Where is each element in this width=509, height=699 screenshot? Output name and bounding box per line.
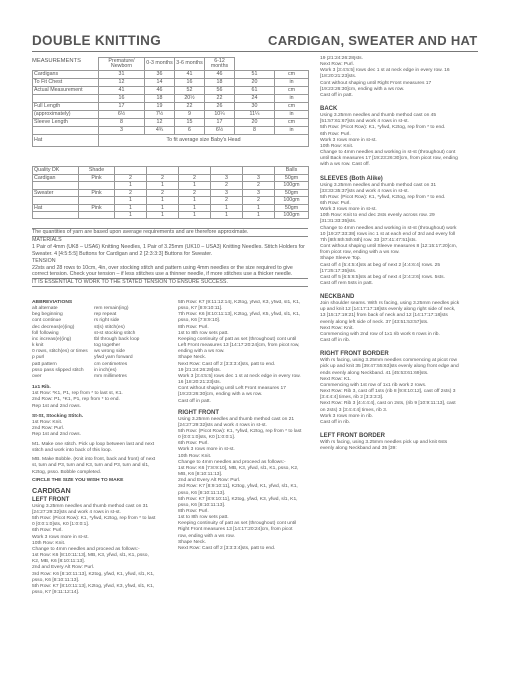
- table-cell: [211, 167, 243, 175]
- instruction-line: Using 3.25mm needles and thumb method cast on 31 [33:33:35:37]sts and work 4 rows in st-st.: [320, 182, 437, 194]
- instruction-line: 6th Row: Purl.: [320, 131, 351, 137]
- instruction-line: Cast off in patt.: [178, 398, 211, 404]
- measurements-table: [32, 57, 309, 147]
- table-row: [33, 204, 309, 211]
- table-cell: Balls: [275, 167, 309, 175]
- section-heading: RIGHT FRONT BORDER: [320, 351, 389, 358]
- table-cell: [79, 212, 115, 219]
- abbrev-item: foll following: [32, 330, 59, 336]
- table-cell: 31: [99, 71, 145, 79]
- instruction-line: 10th Row: Knit.: [178, 453, 212, 459]
- table-cell: 100gm: [275, 182, 309, 189]
- instruction-line: 10th Row: Knit to end dec 2sts evenly across row. 29 [31:31:33:35]sts.: [320, 213, 435, 225]
- stst-line: St-St, Stocking Stitch.: [32, 413, 84, 419]
- table-row: [33, 119, 309, 127]
- instruction-line: Change to 4mm needles and proceed as follows:-: [32, 546, 140, 552]
- table-cell: 1: [115, 204, 147, 211]
- abbrev-item: patt pattern: [32, 361, 57, 367]
- instruction-line: Work 3 rows more in rib.: [320, 413, 373, 419]
- table-cell: 1: [115, 212, 147, 219]
- instruction-line: Next Row: Purl.: [320, 62, 354, 68]
- instruction-line: Change to 4mm needles and proceed as follows:-: [178, 459, 286, 465]
- m1-text: M1. Make one stitch. Pick up loop between last and next stitch and work into back of this loop.: [32, 442, 155, 454]
- mb-text: MB. Make Bobble. (Knit into front, back and front) of next st, turn and P3, turn and K3, turn and P3, turn and sl1, K2tog, psso. Bobble completed.: [32, 457, 156, 475]
- instruction-line: Work 3 rows more in st-st.: [320, 137, 377, 143]
- instruction-line: Commencing with 1st row of 1x1 rib work 2 rows.: [320, 382, 427, 388]
- instruction-line: Cast off in rib.: [320, 419, 351, 425]
- instruction-line: 19 [21:24:26:28]sts.: [178, 367, 221, 373]
- table-cell: 2: [243, 197, 275, 204]
- tension-text: 22sts and 28 rows to 10cm, 4in, over stocking stitch and pattern using 4mm needles or the size required to give correct tension. Check your tension – if less stitches use a thinner needle, if more stitches use a thicker needle.: [32, 264, 293, 278]
- table-cell: 41: [99, 87, 145, 95]
- table-cell: 1: [243, 204, 275, 211]
- table-cell: 1: [179, 212, 211, 219]
- abbrev-item: p purl: [32, 355, 45, 361]
- table-cell: 2: [147, 189, 179, 196]
- table-cell: 50gm: [275, 189, 309, 196]
- table-row: [33, 71, 309, 79]
- table-row: [33, 103, 309, 111]
- table-row: [33, 167, 309, 175]
- instruction-line: 1st Row: K6 [7:8:9:10], MB, K3, yfwd, sl1, K1, psso, K2, MB, K6 [8:10:11:13].: [178, 465, 299, 478]
- abbrev-item: alt alternate: [32, 306, 58, 312]
- table-cell: [179, 167, 211, 175]
- table-cell: 1: [179, 197, 211, 204]
- instruction-line: 8th Row: Purl.: [178, 324, 209, 330]
- table-cell: 6: [175, 127, 205, 135]
- materials-block: [32, 228, 308, 287]
- table-cell: 10¼: [205, 111, 235, 119]
- table-cell: 16: [99, 95, 145, 103]
- table-row: [33, 111, 309, 119]
- table-cell: Premature/ Newborn: [99, 58, 145, 71]
- section-heading: NECKBAND: [320, 294, 355, 301]
- table-cell: 24: [235, 95, 275, 103]
- cardigan-heading: CARDIGAN: [32, 486, 71, 496]
- left-front-heading: LEFT FRONT: [32, 496, 70, 503]
- table-cell: 50gm: [275, 175, 309, 182]
- instruction-line: 6th Row: Purl.: [178, 441, 209, 447]
- abbrev-item: ws wrong side: [94, 349, 125, 355]
- measurements-heading: MEASUREMENTS: [32, 58, 81, 64]
- table-cell: To Fit Chest: [33, 79, 99, 87]
- table-cell: Pink: [79, 189, 115, 196]
- column-fronts: [178, 300, 302, 695]
- circle-note: CIRCLE THE SIZE YOU WISH TO MAKE: [32, 478, 124, 484]
- table-cell: 3: [243, 175, 275, 182]
- table-cell: 6-12 months: [205, 58, 235, 71]
- table-cell: in: [275, 95, 309, 103]
- table-cell: cm: [275, 87, 309, 95]
- table-cell: 46: [145, 87, 175, 95]
- table-cell: 6½: [205, 127, 235, 135]
- instruction-line: 1st Row: K6 [8:10:11:13], MB, K3, yfwd, sl1, K1, psso, K2, MB, K6 [8:10:11:13].: [32, 553, 149, 565]
- tension-heading: TENSION: [32, 257, 56, 264]
- table-row: [33, 189, 309, 196]
- abbrev-item: st(s) stitch(es): [94, 324, 125, 330]
- abbrev-item: cont continue: [32, 318, 62, 324]
- table-cell: 9: [175, 111, 205, 119]
- table-cell: 17: [99, 103, 145, 111]
- instruction-line: Cast off 5 [6:5:6:5]sts at beg of next 4 [2:4:2:6] rows. 5sts.: [320, 274, 445, 280]
- title-garments: CARDIGAN, SWEATER AND HAT: [268, 33, 478, 48]
- table-cell: 8: [235, 127, 275, 135]
- instruction-line: Next Row: Cast off 2 [3:3:3:4]sts, patt to end.: [178, 545, 276, 551]
- instruction-line: 16 [18:20:21:23]sts.: [178, 380, 221, 386]
- instruction-line: 6th Row: Purl.: [32, 528, 63, 534]
- table-cell: [79, 197, 115, 204]
- table-cell: in: [275, 79, 309, 87]
- table-cell: 46: [205, 71, 235, 79]
- abbrev-item: rs right side: [94, 318, 120, 324]
- table-cell: [33, 212, 79, 219]
- table-row: [33, 212, 309, 219]
- table-cell: in: [275, 127, 309, 135]
- abbrev-item: over: [32, 373, 42, 379]
- table-cell: 56: [205, 87, 235, 95]
- instruction-line: 5th Row: K7 [9:11:12:14], K2tog, yfwd, K3, yfwd, sl1, K1, psso, K7 [8:9:10:11].: [178, 300, 301, 312]
- table-cell: cm: [275, 119, 309, 127]
- abbrev-item: dec decreas(e)(ing): [32, 324, 75, 330]
- instruction-line: 5th Row: (Picot Row): K1, *yfwd, K2tog, rep from * to last 0 [0:0:1:0]sts, K0 [1:0:0:1].: [178, 428, 302, 441]
- table-row: [33, 182, 309, 189]
- instruction-line: Change to 4mm needles and working in st-st (throughout) cont until Back measures 17 [19:23:26:30]cm, from picot row, ending with a ws row. Cast off.: [320, 150, 458, 168]
- essential-note: IT IS ESSENTIAL TO WORK TO THE STATED TENSION TO ENSURE SUCCESS.: [32, 278, 308, 287]
- table-cell: 2: [179, 175, 211, 182]
- table-row: [33, 175, 309, 182]
- instruction-line: Cont without shaping until Sleeve measures 8 [12:15:17:20]cm, from picot row, ending with a ws row.: [320, 244, 458, 256]
- table-cell: 2: [115, 175, 147, 182]
- instruction-line: 10th Row: Knit.: [320, 143, 354, 149]
- abbrev-item: inc increas(e)(ing): [32, 336, 72, 342]
- table-cell: [33, 58, 99, 71]
- instruction-line: Next Row: Rib 3 [4:4:4:4], cast on 2sts, (rib 9 [10:9:11:13], cast on 2sts) 3 [3:4:4:4] times, rib 3.: [320, 401, 456, 413]
- table-cell: Actual Measurement: [33, 87, 99, 95]
- table-cell: 18: [145, 95, 175, 103]
- table-cell: 1: [211, 212, 243, 219]
- table-cell: [79, 182, 115, 189]
- table-cell: 11¼: [235, 111, 275, 119]
- instruction-line: 5th Row: (Picot Row): K1, *yfwd, K2tog, rep from * to last 0 [0:0:1:0]sts, K0 [1:0:0:1].: [32, 516, 156, 528]
- table-cell: 4¾: [145, 127, 175, 135]
- table-cell: [147, 167, 179, 175]
- rib-line: 1x1 Rib.: [32, 385, 51, 391]
- table-row: [33, 127, 309, 135]
- table-cell: Hat: [33, 135, 99, 147]
- table-cell: 17: [205, 119, 235, 127]
- table-cell: [33, 95, 99, 103]
- table-cell: Sweater: [33, 189, 79, 196]
- table-cell: cm: [275, 71, 309, 79]
- instruction-line: Change to 4mm needles and working in st-st (throughout) work 10 [19:27:33:38] rows inc 1 st at each end of 3rd and every foll 7th [8th:6th:5th:6th] row. 33 [37:41:47:51]sts.: [320, 225, 457, 243]
- table-cell: 12: [145, 119, 175, 127]
- instruction-line: 1st to 8th row sets patt.: [178, 515, 229, 521]
- table-cell: 1: [147, 212, 179, 219]
- table-cell: Hat: [33, 204, 79, 211]
- table-cell: 1: [243, 212, 275, 219]
- section-heading: SLEEVES (Both Alike): [320, 175, 383, 182]
- table-cell: Cardigan: [33, 175, 79, 182]
- table-cell: 1: [115, 197, 147, 204]
- table-row: [33, 95, 309, 103]
- table-cell: 1: [179, 204, 211, 211]
- table-cell: 36: [145, 71, 175, 79]
- instruction-line: Work 3 [3:4:5:5] rows dec 1 st at neck edge in every row. 16 [18:20:21:23]sts.: [320, 68, 450, 80]
- table-cell: 3-6 months: [175, 58, 205, 71]
- section-heading: LEFT FRONT BORDER: [320, 432, 385, 439]
- stst-line: 2nd Row: Purl.: [32, 425, 65, 431]
- instruction-line: Keeping continuity of patt as set (throughout) cont until Left Front measures 13 [14:17:20:24]cm, from picot row, ending with a ws row.: [178, 336, 300, 355]
- stst-line: Rep 1st and 2nd rows.: [32, 432, 81, 438]
- instruction-line: Join shoulder seams. With rs facing, using 3.25mm needles pick up and knit 12 [14:17:17:18]sts evenly along right side of neck, 13 [15:17:19:21] from back of neck and 12 [14:17:17:18]sts evenly along left side of neck. 37 [43:51:53:57]sts.: [320, 301, 460, 325]
- abbrev-item: 0 rows, stitch(es) or times: [32, 349, 88, 355]
- rib-line: Rep 1st and 2nd rows.: [32, 403, 81, 409]
- table-cell: 1: [211, 204, 243, 211]
- table-row: [33, 87, 309, 95]
- table-cell: 51: [235, 71, 275, 79]
- rib-line: 2nd Row: P1, *K1, P1, rep from * to end.: [32, 397, 120, 403]
- instruction-line: Shape Neck.: [178, 355, 207, 361]
- table-row: [33, 58, 309, 71]
- instruction-line: Cont without shaping until Left Front measures 17 [19:23:26:30]cm, ending with a ws row.: [178, 386, 286, 398]
- right-front-heading: RIGHT FRONT: [178, 409, 219, 416]
- table-cell: 26: [205, 103, 235, 111]
- table-cell: 22: [175, 103, 205, 111]
- instruction-line: Cast off 4 [5:4:5:4]sts at beg of next 2 [4:4:6:4] rows. 25 [17:25:17:35]sts.: [320, 262, 441, 274]
- table-cell: Quality DK: [33, 167, 79, 175]
- instruction-line: Shape Sleeve Top.: [320, 256, 361, 262]
- table-cell: 100gm: [275, 212, 309, 219]
- table-cell: 2: [147, 175, 179, 182]
- table-cell: 61: [235, 87, 275, 95]
- instruction-line: 5th Row: K7 [8:10:11:13], K2tog, yfwd, K3, yfwd, sl1, K1, psso, K7 [9:11:12:14].: [32, 583, 155, 595]
- abbrev-item: tog together: [94, 343, 121, 349]
- table-cell: 3: [243, 189, 275, 196]
- table-row: [33, 135, 309, 147]
- materials-text: 1 Pair of 4mm (UK8 – USA6) Knitting Needles, 1 Pair of 3.25mm (UK10 – USA3) Knitting Needles. Stitch Holders for Sweater. 4 [4:5:5:5] Buttons for Cardigan and 2 [2:3:3:3] Buttons for Sweater.: [32, 243, 305, 257]
- table-cell: 12: [99, 79, 145, 87]
- instruction-line: Using 3.25mm needles and thumb method cast on 31 [24:27:29:32]sts and work 4 rows in st-st.: [32, 503, 149, 515]
- table-cell: 100gm: [275, 197, 309, 204]
- instruction-line: Cont without shaping until Right Front measures 17 [19:23:26:30]cm, ending with a ws row.: [320, 80, 432, 92]
- instruction-line: Cast off in patt.: [320, 92, 353, 98]
- table-cell: Sleeve Length: [33, 119, 99, 127]
- instruction-line: Using 3.25mm needles and thumb method cast on 21 [24:27:29:32]sts and work 4 rows in st-st.: [178, 416, 295, 428]
- table-cell: [235, 58, 275, 71]
- table-cell: 15: [175, 119, 205, 127]
- table-cell: 22: [205, 95, 235, 103]
- instruction-line: Next Row: Cast off 2 [3:3:3:4]sts, patt to end.: [178, 361, 276, 367]
- table-cell: 3: [211, 189, 243, 196]
- abbrev-item: psso pass slipped stitch: [32, 367, 84, 373]
- table-cell: [33, 197, 79, 204]
- abbrev-heading: ABBREVIATIONS: [32, 300, 73, 305]
- abbrev-item: st-st stocking stitch: [94, 330, 136, 336]
- instruction-line: With rs facing, using 3.25mm needles commencing at picot row pick up and knit 35 [39:47:55:63]sts evenly along front edge and ends evenly along Neckband. 41 [45:53:61:69]sts.: [320, 358, 459, 376]
- instruction-line: Keeping continuity of patt as set (throughout) cont until Right Front measures 13 [14:17:20:24]cm, from picot row, ending with a ws row.: [178, 521, 297, 539]
- instruction-line: Work 3 rows more in st-st.: [320, 207, 377, 213]
- table-cell: 2: [179, 189, 211, 196]
- table-cell: 2: [243, 182, 275, 189]
- table-cell: Pink: [79, 175, 115, 182]
- instruction-line: 2nd and Every Alt Row: Purl.: [178, 478, 241, 484]
- table-cell: [243, 167, 275, 175]
- table-cell: 52: [175, 87, 205, 95]
- table-cell: Full Length: [33, 103, 99, 111]
- instruction-line: 5th Row: (Picot Row): K1, *yfwd, K2tog, rep from * to end.: [320, 194, 446, 200]
- quantities-note: The quantities of yarn are based upon average requirements and are therefore approximate.: [32, 228, 308, 237]
- table-cell: 14: [145, 79, 175, 87]
- table-cell: 2: [211, 197, 243, 204]
- table-cell: [33, 127, 99, 135]
- table-cell: 1: [179, 182, 211, 189]
- table-cell: 50gm: [275, 204, 309, 211]
- table-cell: Cardigans: [33, 71, 99, 79]
- table-row: [33, 79, 309, 87]
- instruction-line: Next Row: Knit.: [320, 325, 354, 331]
- table-cell: (approximately): [33, 111, 99, 119]
- abbrev-item: k knit: [32, 343, 44, 349]
- table-cell: To fit average size Baby's Head: [99, 135, 309, 147]
- abbrev-item: tbl through back loop: [94, 336, 140, 342]
- header-rule: [32, 51, 478, 52]
- table-cell: 20: [235, 79, 275, 87]
- instruction-line: Using 3.25mm needles and thumb method cast on 45 [51:57:61:67]sts and work 4 rows in st-st.: [320, 113, 437, 125]
- table-cell: Shade: [79, 167, 115, 175]
- instruction-line: 7th Row: K6 [8:10:11:13], K2tog, yfwd, K5, yfwd, sl1, K1, psso, K6 [7:8:9:10].: [178, 312, 301, 324]
- table-cell: 19: [145, 103, 175, 111]
- column-back-sleeves: [320, 56, 462, 696]
- column-abbreviations: [32, 300, 156, 695]
- instruction-line: 2nd and Every Alt Row: Purl.: [32, 565, 95, 571]
- table-cell: 1: [147, 204, 179, 211]
- table-cell: 20½: [175, 95, 205, 103]
- instruction-line: With rs facing, using 3.25mm needles pick up and knit 6sts evenly along Neckband and 35 [39:: [320, 439, 448, 452]
- table-cell: 1: [147, 182, 179, 189]
- instruction-line: Next Row: Rib 3, cast off 1sts (rib 8 [9:8:10:12], cast off 2sts) 3 [3:4:4:4] times, rib 2 [3:3:3:3].: [320, 389, 456, 401]
- abbrev-item: yfwd yarn forward: [94, 355, 133, 361]
- table-row: [33, 197, 309, 204]
- table-cell: 7½: [145, 111, 175, 119]
- table-cell: 8: [99, 119, 145, 127]
- abbrev-item: mm millimetres: [94, 373, 127, 379]
- instruction-line: Cast off in rib.: [320, 338, 351, 344]
- table-cell: 18: [205, 79, 235, 87]
- table-cell: [33, 182, 79, 189]
- table-cell: 2: [115, 189, 147, 196]
- instruction-line: 5th Row: K7 [8:9:10:11], K2tog, yfwd, K3, yfwd, sl1, K1, psso, K6 [8:10:11:13].: [178, 496, 298, 508]
- table-cell: 3: [211, 175, 243, 182]
- table-cell: 1: [115, 182, 147, 189]
- abbrev-item: cm centimetres: [94, 361, 128, 367]
- table-cell: in: [275, 111, 309, 119]
- instruction-line: 1st to 8th row sets patt.: [178, 330, 229, 336]
- instruction-line: 10th Row: Knit.: [32, 540, 66, 546]
- table-cell: [275, 58, 309, 71]
- instruction-line: 3rd Row: K7 [8:9:10:11], K2tog, yfwd, K1, yfwd, sl1, K1, psso, K6 [8:10:11:13].: [178, 484, 298, 496]
- abbrev-item: rep repeat: [94, 312, 117, 318]
- materials-heading: MATERIALS: [32, 236, 62, 243]
- rib-line: 1st Row: *K1, P1, rep from * to last st, K1.: [32, 391, 123, 397]
- instruction-line: 5th Row: (Picot Row): K1, *yfwd, K2tog, rep from * to end.: [320, 125, 446, 131]
- table-cell: 30: [235, 103, 275, 111]
- table-cell: 6½: [99, 111, 145, 119]
- section-heading: BACK: [320, 106, 338, 113]
- instruction-line: Work 3 [3:4:5:5] rows dec 1 st at neck edge in every row.: [178, 373, 301, 379]
- table-cell: Pink: [79, 204, 115, 211]
- stst-line: 1st Row: Knit.: [32, 419, 63, 425]
- instruction-line: Commencing with 2nd row of 1x1 rib work 6 rows in rib.: [320, 331, 440, 337]
- instruction-line: Work 3 rows more in st-st.: [32, 534, 89, 540]
- instruction-line: Work 3 rows more in st-st.: [178, 447, 235, 453]
- table-cell: cm: [275, 103, 309, 111]
- instruction-line: Next Row: K1.: [320, 376, 352, 382]
- table-cell: 3: [99, 127, 145, 135]
- instruction-line: 6th Row: Purl.: [320, 200, 351, 206]
- instruction-line: Cast off rem 5sts in patt.: [320, 281, 373, 286]
- abbrev-item: beg beginning: [32, 312, 63, 318]
- abbrev-item: rem remain(ing): [94, 306, 129, 312]
- abbrev-list: [32, 306, 156, 380]
- instruction-line: 8th Row: Purl.: [178, 509, 209, 514]
- instruction-line: Shape Neck.: [178, 539, 207, 545]
- instruction-line: 19 [21:24:26:28]sts.: [320, 56, 363, 61]
- table-cell: 1: [147, 197, 179, 204]
- title-double-knitting: DOUBLE KNITTING: [32, 33, 161, 48]
- table-cell: 41: [175, 71, 205, 79]
- table-cell: 0-3 months: [145, 58, 175, 71]
- yarn-table: [32, 166, 309, 219]
- instruction-line: 3rd Row: K6 [8:10:11:13], K2tog, yfwd, K1, yfwd, sl1, K1, psso, K6 [8:10:11:13].: [32, 571, 155, 583]
- table-cell: 2: [211, 182, 243, 189]
- table-cell: 20: [235, 119, 275, 127]
- abbrev-item: in inch(es): [94, 367, 117, 373]
- table-cell: 16: [175, 79, 205, 87]
- table-cell: [115, 167, 147, 175]
